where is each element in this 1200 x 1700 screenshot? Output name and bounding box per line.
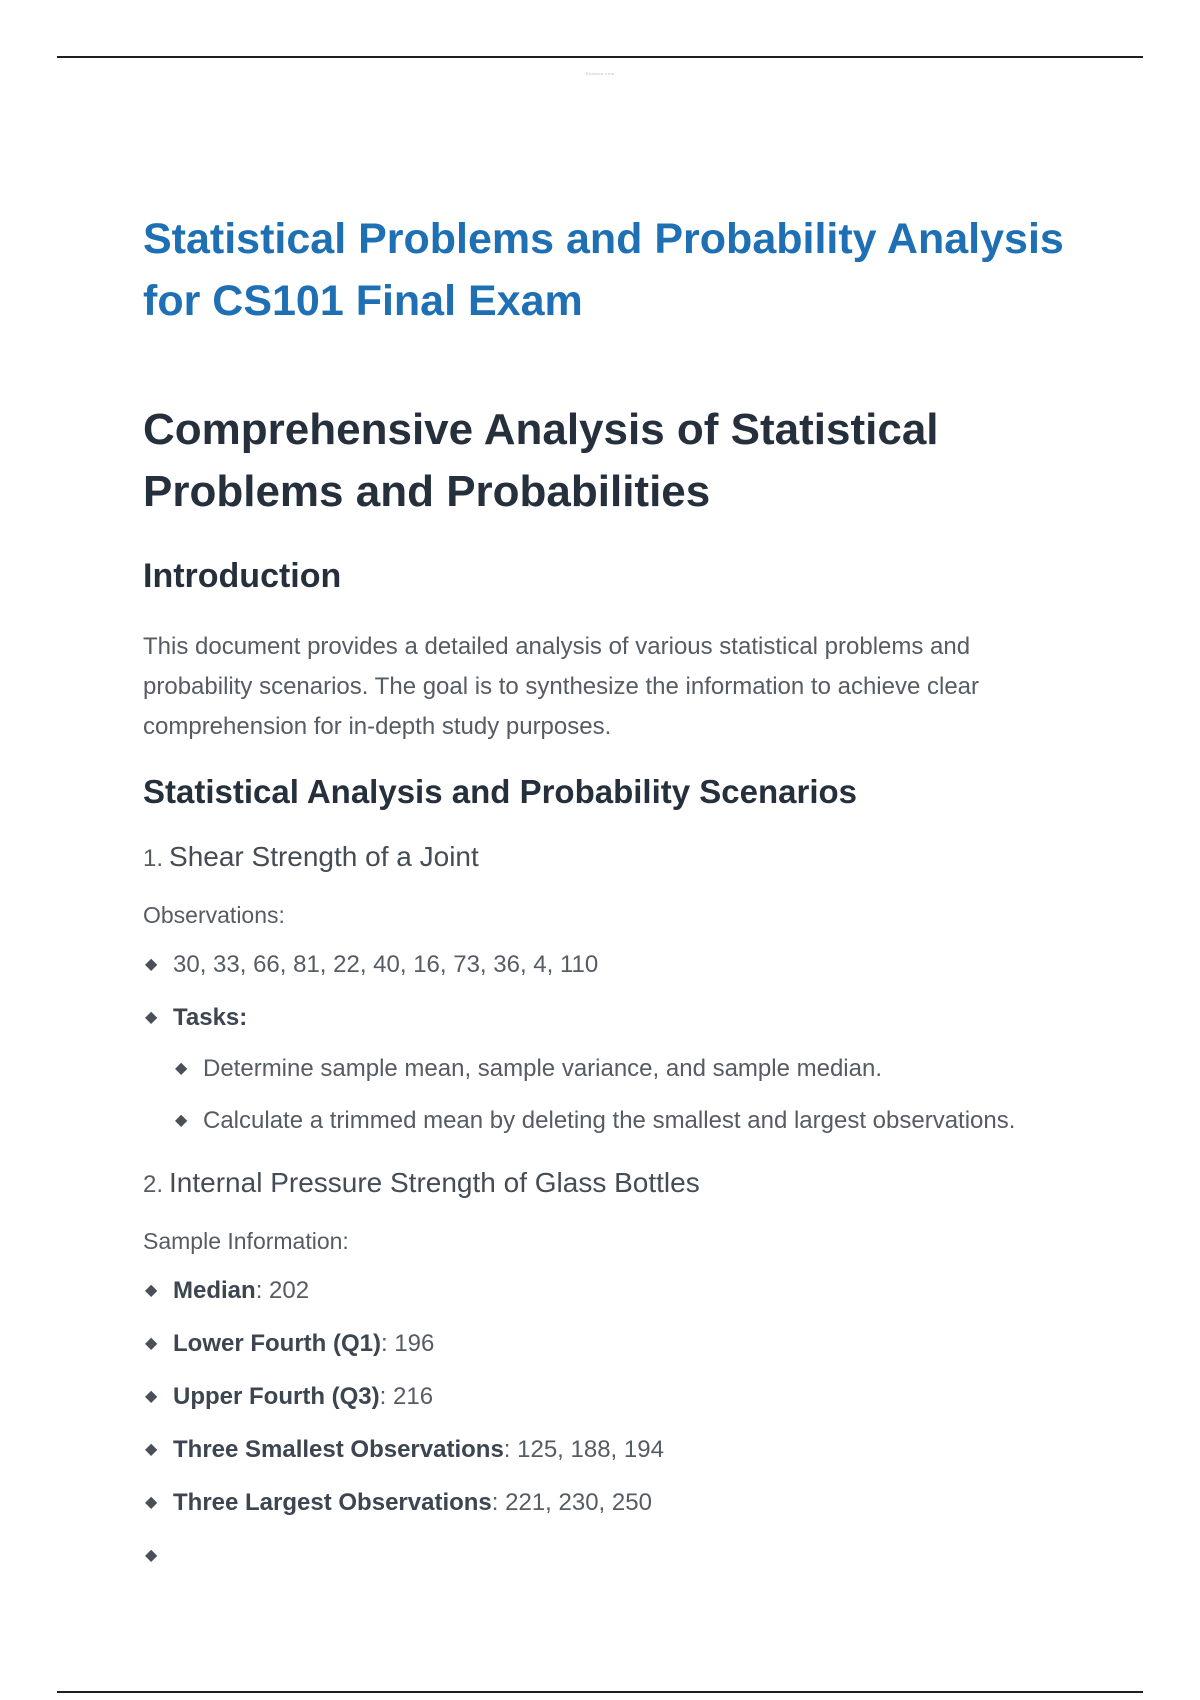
list-item	[143, 1431, 1073, 1469]
list-item	[173, 1101, 1073, 1141]
task-text: Calculate a trimmed mean by deleting the smallest and largest observations.	[203, 1107, 1016, 1134]
bullet-icon: ◆	[145, 1494, 158, 1511]
problem-1-list	[143, 946, 1073, 1141]
list-item	[143, 1272, 1073, 1310]
item-value: 216	[386, 1383, 434, 1410]
bullet-icon: ◆	[145, 1441, 158, 1458]
bullet-icon: ◆	[145, 1388, 158, 1405]
item-value: 221, 230, 250	[498, 1489, 652, 1516]
problem-2-number: 2.	[143, 1171, 164, 1198]
item-key: Lower Fourth (Q1)	[173, 1330, 381, 1357]
item-sep: :	[255, 1277, 263, 1304]
document-title: Statistical Problems and Probability Analysis for CS101 Final Exam	[143, 215, 1064, 325]
bullet-icon: ◆	[145, 956, 158, 973]
task-text: Determine sample mean, sample variance, and sample median.	[203, 1055, 882, 1082]
bullet-icon: ◆	[175, 1112, 188, 1129]
observations-label: Observations:	[143, 902, 285, 928]
list-item	[143, 1378, 1073, 1416]
list-item	[143, 1325, 1073, 1363]
problem-1-number: 1.	[143, 845, 164, 872]
item-key: Three Largest Observations	[173, 1489, 492, 1516]
introduction-heading: Introduction	[143, 557, 342, 595]
item-value: 202	[262, 1277, 310, 1304]
item-sep: :	[491, 1489, 499, 1516]
list-item	[143, 1484, 1073, 1522]
bullet-icon: ◆	[145, 1009, 158, 1026]
main-heading: Comprehensive Analysis of Statistical Problems and Probabilities	[143, 405, 939, 516]
bullet-icon: ◆	[145, 1282, 158, 1299]
list-item	[143, 999, 1073, 1141]
tasks-label: Tasks:	[173, 1004, 248, 1031]
problem-1-title-text: Shear Strength of a Joint	[169, 841, 479, 872]
problem-2-title-text: Internal Pressure Strength of Glass Bottles	[169, 1167, 700, 1198]
introduction-text: This document provides a detailed analysis of various statistical problems and probability scenarios. The goal is to synthesize the information to achieve clear comprehension for in-depth study purposes.	[143, 633, 980, 740]
item-sep: :	[379, 1383, 387, 1410]
item-key: Upper Fourth (Q3)	[173, 1383, 380, 1410]
item-value: 125, 188, 194	[510, 1436, 664, 1463]
item-key: Three Smallest Observations	[173, 1436, 504, 1463]
sample-information-label: Sample Information:	[143, 1228, 349, 1254]
item-value: 196	[387, 1330, 435, 1357]
list-item	[173, 1049, 1073, 1089]
document-body	[143, 208, 1073, 1575]
problem-2-list	[143, 1272, 1073, 1575]
problem-1-title	[143, 837, 1073, 879]
observations-values: 30, 33, 66, 81, 22, 40, 16, 73, 36, 4, 110	[173, 951, 599, 978]
bullet-icon: ◆	[145, 1547, 158, 1564]
tasks-list	[173, 1049, 1073, 1141]
section-heading: Statistical Analysis and Probability Scenarios	[143, 773, 858, 810]
problem-2-title	[143, 1163, 1073, 1205]
bullet-icon: ◆	[175, 1060, 188, 1077]
list-item	[143, 946, 1073, 984]
header-watermark: Studocu.com	[585, 71, 615, 76]
list-item-empty	[143, 1537, 1073, 1575]
item-key: Median	[173, 1277, 256, 1304]
item-sep: :	[503, 1436, 511, 1463]
top-rule	[57, 56, 1143, 58]
item-sep: :	[380, 1330, 388, 1357]
bottom-rule	[57, 1691, 1143, 1693]
bullet-icon: ◆	[145, 1335, 158, 1352]
